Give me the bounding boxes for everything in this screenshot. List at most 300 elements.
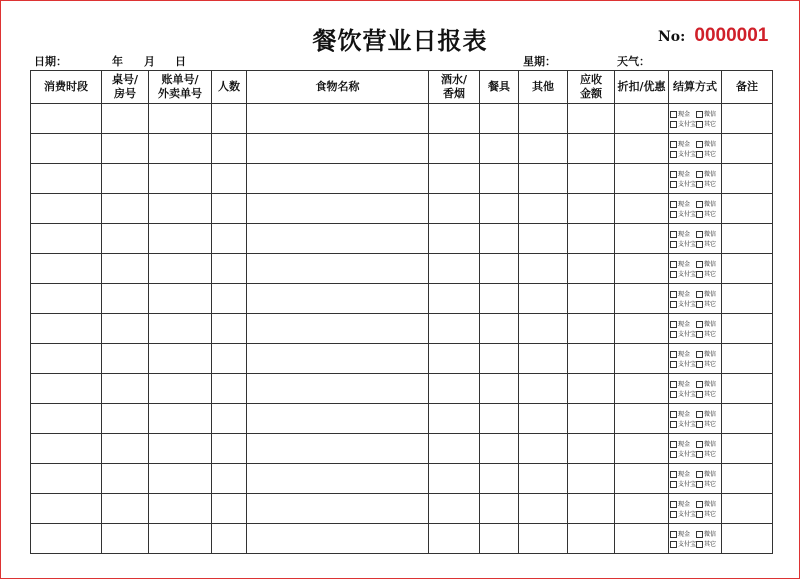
checkbox-icon[interactable] — [670, 351, 677, 358]
cell-drinks-cigarettes[interactable] — [429, 104, 480, 134]
cell-tableware[interactable] — [480, 254, 519, 284]
payment-option[interactable] — [696, 201, 721, 208]
cell-guests[interactable] — [212, 134, 247, 164]
cell-guests[interactable] — [212, 104, 247, 134]
payment-option[interactable] — [696, 511, 721, 518]
checkbox-icon[interactable] — [670, 261, 677, 268]
cell-bill-number[interactable] — [149, 404, 212, 434]
cell-tableware[interactable] — [480, 314, 519, 344]
cell-remarks[interactable] — [722, 104, 773, 134]
cell-guests[interactable] — [212, 374, 247, 404]
payment-option[interactable] — [670, 171, 696, 178]
payment-option[interactable] — [696, 501, 721, 508]
checkbox-icon[interactable] — [670, 231, 677, 238]
cell-guests[interactable] — [212, 464, 247, 494]
cell-time-period[interactable] — [31, 134, 102, 164]
payment-option[interactable] — [670, 541, 696, 548]
cell-food-name[interactable] — [247, 464, 429, 494]
cell-bill-number[interactable] — [149, 314, 212, 344]
cell-food-name[interactable] — [247, 104, 429, 134]
checkbox-icon[interactable] — [696, 381, 703, 388]
cell-amount-due[interactable] — [568, 134, 615, 164]
cell-time-period[interactable] — [31, 194, 102, 224]
cell-other[interactable] — [519, 254, 568, 284]
cell-discount[interactable] — [615, 314, 669, 344]
payment-option[interactable] — [696, 111, 721, 118]
payment-option[interactable] — [670, 201, 696, 208]
cell-food-name[interactable] — [247, 194, 429, 224]
payment-options — [669, 199, 721, 218]
cell-other[interactable] — [519, 134, 568, 164]
cell-table-room[interactable] — [102, 104, 149, 134]
cell-time-period[interactable] — [31, 524, 102, 554]
payment-option[interactable] — [696, 441, 721, 448]
cell-tableware[interactable] — [480, 344, 519, 374]
cell-bill-number[interactable] — [149, 344, 212, 374]
cell-discount[interactable] — [615, 104, 669, 134]
cell-tableware[interactable] — [480, 494, 519, 524]
cell-time-period[interactable] — [31, 434, 102, 464]
checkbox-icon[interactable] — [696, 411, 703, 418]
cell-other[interactable] — [519, 494, 568, 524]
checkbox-icon[interactable] — [670, 211, 677, 218]
payment-option[interactable] — [670, 151, 696, 158]
payment-option[interactable] — [696, 411, 721, 418]
cell-discount[interactable] — [615, 404, 669, 434]
payment-option[interactable] — [670, 231, 696, 238]
cell-time-period[interactable] — [31, 254, 102, 284]
cell-remarks[interactable] — [722, 344, 773, 374]
cell-bill-number[interactable] — [149, 224, 212, 254]
cell-amount-due[interactable] — [568, 314, 615, 344]
cell-guests[interactable] — [212, 494, 247, 524]
cell-guests[interactable] — [212, 194, 247, 224]
cell-amount-due[interactable] — [568, 524, 615, 554]
checkbox-icon[interactable] — [670, 141, 677, 148]
cell-table-room[interactable] — [102, 134, 149, 164]
cell-drinks-cigarettes[interactable] — [429, 224, 480, 254]
payment-option[interactable] — [696, 351, 721, 358]
cell-table-room[interactable] — [102, 224, 149, 254]
payment-option-label: 支付宝 — [678, 180, 697, 188]
cell-discount[interactable] — [615, 344, 669, 374]
cell-tableware[interactable] — [480, 194, 519, 224]
cell-tableware[interactable] — [480, 104, 519, 134]
payment-option[interactable] — [696, 301, 721, 308]
cell-table-room[interactable] — [102, 374, 149, 404]
cell-guests[interactable] — [212, 224, 247, 254]
checkbox-icon[interactable] — [670, 301, 677, 308]
cell-amount-due[interactable] — [568, 344, 615, 374]
checkbox-icon[interactable] — [696, 471, 703, 478]
cell-remarks[interactable] — [722, 434, 773, 464]
cell-tableware[interactable] — [480, 134, 519, 164]
cell-drinks-cigarettes[interactable] — [429, 164, 480, 194]
cell-drinks-cigarettes[interactable] — [429, 464, 480, 494]
cell-payment-method — [669, 524, 722, 554]
payment-option[interactable] — [696, 531, 721, 538]
payment-option[interactable] — [696, 391, 721, 398]
cell-remarks[interactable] — [722, 404, 773, 434]
payment-option[interactable] — [696, 331, 721, 338]
cell-food-name[interactable] — [247, 374, 429, 404]
payment-option[interactable] — [696, 211, 721, 218]
payment-option[interactable] — [696, 361, 721, 368]
cell-drinks-cigarettes[interactable] — [429, 314, 480, 344]
cell-other[interactable] — [519, 464, 568, 494]
cell-drinks-cigarettes[interactable] — [429, 494, 480, 524]
cell-amount-due[interactable] — [568, 194, 615, 224]
cell-bill-number[interactable] — [149, 104, 212, 134]
cell-time-period[interactable] — [31, 104, 102, 134]
cell-remarks[interactable] — [722, 464, 773, 494]
payment-option[interactable] — [696, 231, 721, 238]
cell-guests[interactable] — [212, 314, 247, 344]
payment-option[interactable] — [670, 141, 696, 148]
cell-amount-due[interactable] — [568, 164, 615, 194]
cell-guests[interactable] — [212, 434, 247, 464]
checkbox-icon[interactable] — [696, 451, 703, 458]
checkbox-icon[interactable] — [696, 321, 703, 328]
checkbox-icon[interactable] — [670, 501, 677, 508]
payment-option[interactable] — [696, 421, 721, 428]
checkbox-icon[interactable] — [696, 531, 703, 538]
cell-other[interactable] — [519, 434, 568, 464]
cell-remarks[interactable] — [722, 494, 773, 524]
cell-table-room[interactable] — [102, 284, 149, 314]
cell-guests[interactable] — [212, 344, 247, 374]
cell-bill-number[interactable] — [149, 434, 212, 464]
checkbox-icon[interactable] — [670, 411, 677, 418]
cell-discount[interactable] — [615, 494, 669, 524]
payment-options — [669, 469, 721, 488]
cell-other[interactable] — [519, 194, 568, 224]
cell-food-name[interactable] — [247, 164, 429, 194]
cell-bill-number[interactable] — [149, 494, 212, 524]
checkbox-icon[interactable] — [696, 541, 703, 548]
cell-drinks-cigarettes[interactable] — [429, 524, 480, 554]
payment-option[interactable] — [696, 271, 721, 278]
cell-guests[interactable] — [212, 164, 247, 194]
table-body — [31, 104, 773, 554]
cell-other[interactable] — [519, 344, 568, 374]
cell-tableware[interactable] — [480, 164, 519, 194]
cell-time-period[interactable] — [31, 494, 102, 524]
payment-option[interactable] — [696, 471, 721, 478]
payment-option[interactable] — [670, 241, 696, 248]
cell-discount[interactable] — [615, 224, 669, 254]
cell-time-period[interactable] — [31, 314, 102, 344]
cell-other[interactable] — [519, 404, 568, 434]
cell-tableware[interactable] — [480, 224, 519, 254]
checkbox-icon[interactable] — [670, 531, 677, 538]
cell-bill-number[interactable] — [149, 254, 212, 284]
cell-guests[interactable] — [212, 284, 247, 314]
cell-tableware[interactable] — [480, 524, 519, 554]
cell-table-room[interactable] — [102, 344, 149, 374]
cell-bill-number[interactable] — [149, 194, 212, 224]
checkbox-icon[interactable] — [696, 211, 703, 218]
cell-amount-due[interactable] — [568, 284, 615, 314]
cell-guests[interactable] — [212, 404, 247, 434]
cell-other[interactable] — [519, 284, 568, 314]
payment-option[interactable] — [670, 421, 696, 428]
checkbox-icon[interactable] — [696, 331, 703, 338]
payment-option[interactable] — [670, 291, 696, 298]
cell-time-period[interactable] — [31, 284, 102, 314]
cell-table-room[interactable] — [102, 434, 149, 464]
payment-option-label: 其它 — [704, 540, 717, 548]
cell-remarks[interactable] — [722, 134, 773, 164]
checkbox-icon[interactable] — [670, 181, 677, 188]
cell-tableware[interactable] — [480, 464, 519, 494]
cell-tableware[interactable] — [480, 404, 519, 434]
cell-time-period[interactable] — [31, 164, 102, 194]
cell-other[interactable] — [519, 104, 568, 134]
checkbox-icon[interactable] — [696, 301, 703, 308]
payment-option[interactable] — [696, 291, 721, 298]
cell-food-name[interactable] — [247, 494, 429, 524]
checkbox-icon[interactable] — [670, 241, 677, 248]
payment-option[interactable] — [696, 481, 721, 488]
cell-other[interactable] — [519, 164, 568, 194]
cell-time-period[interactable] — [31, 374, 102, 404]
checkbox-icon[interactable] — [670, 291, 677, 298]
cell-remarks[interactable] — [722, 254, 773, 284]
payment-option-label: 微信 — [704, 110, 717, 118]
cell-time-period[interactable] — [31, 344, 102, 374]
checkbox-icon[interactable] — [670, 471, 677, 478]
checkbox-icon[interactable] — [670, 381, 677, 388]
cell-food-name[interactable] — [247, 344, 429, 374]
payment-option-label: 现金 — [678, 170, 691, 178]
cell-amount-due[interactable] — [568, 404, 615, 434]
cell-food-name[interactable] — [247, 404, 429, 434]
checkbox-icon[interactable] — [696, 151, 703, 158]
checkbox-icon[interactable] — [696, 261, 703, 268]
cell-amount-due[interactable] — [568, 434, 615, 464]
cell-bill-number[interactable] — [149, 164, 212, 194]
cell-time-period[interactable] — [31, 404, 102, 434]
checkbox-icon[interactable] — [696, 241, 703, 248]
checkbox-icon[interactable] — [696, 121, 703, 128]
cell-other[interactable] — [519, 224, 568, 254]
cell-food-name[interactable] — [247, 434, 429, 464]
checkbox-icon[interactable] — [670, 321, 677, 328]
cell-table-room[interactable] — [102, 164, 149, 194]
cell-discount[interactable] — [615, 374, 669, 404]
payment-option[interactable] — [696, 381, 721, 388]
checkbox-icon[interactable] — [696, 421, 703, 428]
table-row — [31, 284, 773, 314]
payment-option[interactable] — [696, 261, 721, 268]
cell-discount[interactable] — [615, 284, 669, 314]
payment-option[interactable] — [696, 121, 721, 128]
checkbox-icon[interactable] — [696, 141, 703, 148]
checkbox-icon[interactable] — [670, 421, 677, 428]
checkbox-icon[interactable] — [696, 171, 703, 178]
cell-drinks-cigarettes[interactable] — [429, 374, 480, 404]
checkbox-icon[interactable] — [670, 201, 677, 208]
payment-option[interactable] — [670, 481, 696, 488]
checkbox-icon[interactable] — [696, 351, 703, 358]
payment-option[interactable] — [670, 381, 696, 388]
cell-food-name[interactable] — [247, 254, 429, 284]
checkbox-icon[interactable] — [696, 111, 703, 118]
cell-food-name[interactable] — [247, 284, 429, 314]
cell-drinks-cigarettes[interactable] — [429, 194, 480, 224]
cell-time-period[interactable] — [31, 224, 102, 254]
payment-option[interactable] — [670, 531, 696, 538]
payment-option[interactable] — [670, 511, 696, 518]
payment-option[interactable] — [670, 181, 696, 188]
cell-remarks[interactable] — [722, 284, 773, 314]
cell-remarks[interactable] — [722, 164, 773, 194]
cell-drinks-cigarettes[interactable] — [429, 134, 480, 164]
cell-other[interactable] — [519, 314, 568, 344]
cell-table-room[interactable] — [102, 494, 149, 524]
payment-option[interactable] — [670, 261, 696, 268]
cell-amount-due[interactable] — [568, 104, 615, 134]
checkbox-icon[interactable] — [696, 201, 703, 208]
checkbox-icon[interactable] — [670, 511, 677, 518]
cell-table-room[interactable] — [102, 464, 149, 494]
cell-tableware[interactable] — [480, 434, 519, 464]
cell-other[interactable] — [519, 374, 568, 404]
cell-bill-number[interactable] — [149, 464, 212, 494]
cell-drinks-cigarettes[interactable] — [429, 284, 480, 314]
cell-amount-due[interactable] — [568, 494, 615, 524]
payment-option[interactable] — [696, 541, 721, 548]
cell-discount[interactable] — [615, 194, 669, 224]
checkbox-icon[interactable] — [670, 541, 677, 548]
cell-drinks-cigarettes[interactable] — [429, 434, 480, 464]
cell-other[interactable] — [519, 524, 568, 554]
checkbox-icon[interactable] — [670, 391, 677, 398]
cell-time-period[interactable] — [31, 464, 102, 494]
checkbox-icon[interactable] — [696, 501, 703, 508]
table-row — [31, 134, 773, 164]
cell-food-name[interactable] — [247, 524, 429, 554]
payment-option[interactable] — [670, 391, 696, 398]
cell-food-name[interactable] — [247, 314, 429, 344]
payment-option[interactable] — [670, 471, 696, 478]
cell-remarks[interactable] — [722, 194, 773, 224]
cell-bill-number[interactable] — [149, 374, 212, 404]
checkbox-icon[interactable] — [670, 151, 677, 158]
checkbox-icon[interactable] — [696, 231, 703, 238]
cell-bill-number[interactable] — [149, 524, 212, 554]
cell-guests[interactable] — [212, 254, 247, 284]
checkbox-icon[interactable] — [670, 271, 677, 278]
payment-option[interactable] — [670, 321, 696, 328]
cell-bill-number[interactable] — [149, 134, 212, 164]
cell-discount[interactable] — [615, 524, 669, 554]
checkbox-icon[interactable] — [696, 181, 703, 188]
cell-drinks-cigarettes[interactable] — [429, 404, 480, 434]
checkbox-icon[interactable] — [670, 171, 677, 178]
payment-option[interactable] — [670, 211, 696, 218]
cell-remarks[interactable] — [722, 374, 773, 404]
col-payment-method: 结算方式 — [669, 71, 722, 104]
payment-option[interactable] — [670, 451, 696, 458]
cell-amount-due[interactable] — [568, 464, 615, 494]
payment-option[interactable] — [670, 361, 696, 368]
payment-option-label: 现金 — [678, 140, 691, 148]
checkbox-icon[interactable] — [670, 451, 677, 458]
cell-food-name[interactable] — [247, 134, 429, 164]
cell-payment-method — [669, 494, 722, 524]
checkbox-icon[interactable] — [696, 511, 703, 518]
payment-option[interactable] — [670, 441, 696, 448]
checkbox-icon[interactable] — [670, 121, 677, 128]
checkbox-icon[interactable] — [670, 331, 677, 338]
cell-bill-number[interactable] — [149, 284, 212, 314]
payment-option[interactable] — [696, 181, 721, 188]
cell-discount[interactable] — [615, 464, 669, 494]
checkbox-icon[interactable] — [696, 271, 703, 278]
payment-option-label: 微信 — [704, 320, 717, 328]
checkbox-icon[interactable] — [696, 391, 703, 398]
cell-discount[interactable] — [615, 164, 669, 194]
payment-option[interactable] — [670, 301, 696, 308]
cell-table-room[interactable] — [102, 254, 149, 284]
cell-amount-due[interactable] — [568, 224, 615, 254]
cell-drinks-cigarettes[interactable] — [429, 344, 480, 374]
payment-option[interactable] — [670, 331, 696, 338]
cell-guests[interactable] — [212, 524, 247, 554]
cell-tableware[interactable] — [480, 374, 519, 404]
cell-amount-due[interactable] — [568, 374, 615, 404]
cell-discount[interactable] — [615, 434, 669, 464]
cell-tableware[interactable] — [480, 284, 519, 314]
payment-option[interactable] — [670, 271, 696, 278]
cell-table-room[interactable] — [102, 314, 149, 344]
payment-option[interactable] — [696, 241, 721, 248]
cell-remarks[interactable] — [722, 524, 773, 554]
checkbox-icon[interactable] — [670, 361, 677, 368]
checkbox-icon[interactable] — [696, 361, 703, 368]
cell-table-room[interactable] — [102, 194, 149, 224]
cell-drinks-cigarettes[interactable] — [429, 254, 480, 284]
cell-discount[interactable] — [615, 134, 669, 164]
checkbox-icon[interactable] — [696, 441, 703, 448]
payment-option[interactable] — [670, 501, 696, 508]
payment-option[interactable] — [670, 121, 696, 128]
payment-option[interactable] — [696, 451, 721, 458]
checkbox-icon[interactable] — [670, 481, 677, 488]
checkbox-icon[interactable] — [696, 291, 703, 298]
cell-discount[interactable] — [615, 254, 669, 284]
payment-option-label: 微信 — [704, 140, 717, 148]
payment-option[interactable] — [696, 321, 721, 328]
payment-option[interactable] — [670, 411, 696, 418]
payment-option[interactable] — [696, 141, 721, 148]
cell-food-name[interactable] — [247, 224, 429, 254]
checkbox-icon[interactable] — [670, 441, 677, 448]
cell-table-room[interactable] — [102, 404, 149, 434]
payment-option[interactable] — [696, 151, 721, 158]
payment-option[interactable] — [670, 351, 696, 358]
cell-amount-due[interactable] — [568, 254, 615, 284]
payment-option[interactable] — [696, 171, 721, 178]
checkbox-icon[interactable] — [670, 111, 677, 118]
cell-remarks[interactable] — [722, 314, 773, 344]
payment-option[interactable] — [670, 111, 696, 118]
checkbox-icon[interactable] — [696, 481, 703, 488]
cell-table-room[interactable] — [102, 524, 149, 554]
cell-remarks[interactable] — [722, 224, 773, 254]
